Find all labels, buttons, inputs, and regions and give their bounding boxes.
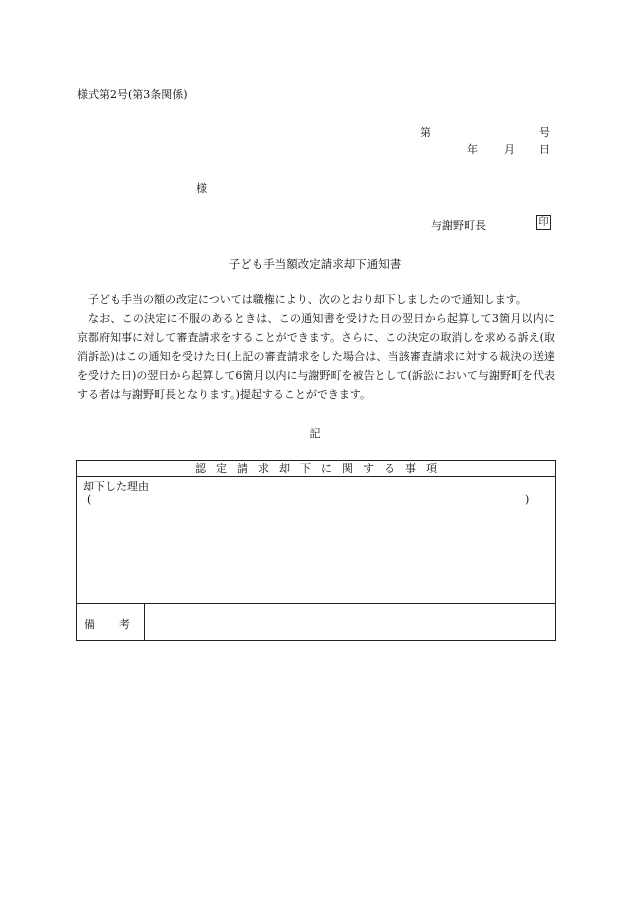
table-header: 認定請求却下に関する事項	[77, 461, 555, 477]
seal-stamp: 印	[536, 215, 551, 230]
notice-body	[77, 290, 555, 404]
ki-heading: 記	[309, 427, 321, 440]
rejection-details-table	[76, 460, 556, 641]
sender-title: 与謝野町長	[431, 219, 486, 232]
date-day-label: 日	[539, 143, 550, 156]
notice-paragraph-2: なお、この決定に不服のあるときは、この通知書を受けた日の翌日から起算して3箇月以内に京都府知事に対して審査請求をすることができます。さらに、この決定の取消しを求める訴え(取消訴訟)はこの通知を受けた日(上記の審査請求をした場合は、当該審査請求に対する裁決の送達を受けた日)の翌日から起算して6箇月以内に与謝野町を被告として(訴訟において与謝野町を代表する者は与謝野町長となります。)提起することができます。	[77, 312, 555, 401]
date-year-label: 年	[467, 143, 478, 156]
remarks-label-cell	[77, 604, 154, 641]
document-number-suffix: 号	[539, 126, 550, 139]
date-month-label: 月	[504, 143, 515, 156]
reason-paren-open: (	[87, 493, 92, 506]
reason-paren-close: )	[525, 493, 530, 506]
remarks-row	[77, 603, 555, 641]
rejection-reason-label: 却下した理由	[83, 480, 149, 493]
document-number-prefix: 第	[420, 126, 431, 139]
notice-paragraph-1: 子ども手当の額の改定については職権により、次のとおり却下しましたので通知します。	[88, 293, 527, 306]
addressee-honorific: 様	[196, 182, 207, 195]
document-title: 子ども手当額改定請求却下通知書	[228, 257, 402, 271]
form-number: 様式第2号(第3条関係)	[77, 88, 188, 101]
remarks-label: 備考	[84, 618, 154, 631]
